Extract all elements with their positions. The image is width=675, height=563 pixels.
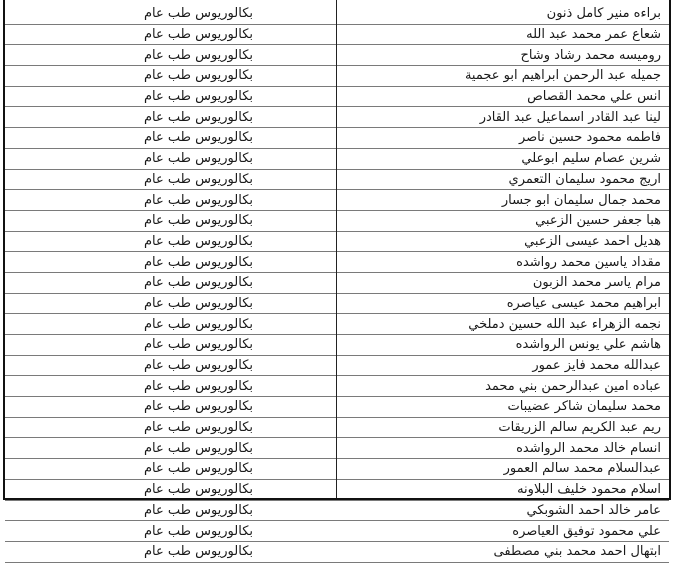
table-row bbox=[5, 128, 669, 149]
degree-cell: بكالوريوس طب عام bbox=[143, 523, 253, 539]
degree-cell: بكالوريوس طب عام bbox=[143, 171, 253, 187]
student-name-cell: ابتهال احمد محمد بني مصطفى bbox=[493, 544, 661, 560]
student-name-cell: عامر خالد احمد الشوبكي bbox=[526, 502, 661, 518]
degree-cell: بكالوريوس طب عام bbox=[143, 502, 253, 518]
column-divider bbox=[336, 0, 337, 498]
table-row bbox=[5, 521, 669, 542]
table-row bbox=[5, 480, 669, 501]
student-name-cell: فاطمه محمود حسين ناصر bbox=[518, 130, 661, 146]
student-name-cell: جميله عبد الرحمن ابراهيم ابو عجمية bbox=[464, 68, 661, 84]
degree-cell: بكالوريوس طب عام bbox=[143, 27, 253, 43]
student-name-cell: شرين عصام سليم ابوعلي bbox=[521, 151, 661, 167]
table-row bbox=[5, 190, 669, 211]
table-row bbox=[5, 438, 669, 459]
student-name-cell: عبدالسلام محمد سالم العمور bbox=[503, 461, 661, 477]
student-name-cell: هبا جعفر حسين الزعبي bbox=[535, 213, 661, 229]
table-row bbox=[5, 170, 669, 191]
student-name-cell: محمد سليمان شاكر عضيبات bbox=[507, 399, 661, 415]
table-row bbox=[5, 4, 669, 25]
table-row bbox=[5, 211, 669, 232]
student-name-cell: عباده امين عبدالرحمن بني محمد bbox=[485, 378, 661, 394]
student-name-cell: ريم عبد الكريم سالم الزريقات bbox=[498, 420, 661, 436]
table-row bbox=[5, 335, 669, 356]
table-row bbox=[5, 25, 669, 46]
student-name-cell: نجمه الزهراء عبد الله حسين دملخي bbox=[468, 316, 661, 332]
degree-cell: بكالوريوس طب عام bbox=[143, 254, 253, 270]
degree-cell: بكالوريوس طب عام bbox=[143, 420, 253, 436]
table-row bbox=[5, 252, 669, 273]
degree-cell: بكالوريوس طب عام bbox=[143, 399, 253, 415]
degree-cell: بكالوريوس طب عام bbox=[143, 213, 253, 229]
degree-cell: بكالوريوس طب عام bbox=[143, 130, 253, 146]
degree-cell: بكالوريوس طب عام bbox=[143, 68, 253, 84]
student-name-cell: ابراهيم محمد عيسى عياصره bbox=[506, 295, 661, 311]
degree-cell: بكالوريوس طب عام bbox=[143, 378, 253, 394]
table-row bbox=[5, 356, 669, 377]
table-row bbox=[5, 542, 669, 563]
degree-cell: بكالوريوس طب عام bbox=[143, 316, 253, 332]
degree-cell: بكالوريوس طب عام bbox=[143, 89, 253, 105]
student-name-cell: اسلام محمود خليف البلاونه bbox=[517, 482, 661, 498]
degree-cell: بكالوريوس طب عام bbox=[143, 6, 253, 22]
degree-cell: بكالوريوس طب عام bbox=[143, 151, 253, 167]
student-name-cell: روميسه محمد رشاد وشاح bbox=[520, 47, 661, 63]
degree-cell: بكالوريوس طب عام bbox=[143, 482, 253, 498]
table-row bbox=[5, 45, 669, 66]
degree-cell: بكالوريوس طب عام bbox=[143, 544, 253, 560]
degree-cell: بكالوريوس طب عام bbox=[143, 440, 253, 456]
table-row bbox=[5, 107, 669, 128]
student-name-cell: مرام ياسر محمد الزبون bbox=[532, 275, 661, 291]
table-body bbox=[5, 4, 669, 563]
degree-cell: بكالوريوس طب عام bbox=[143, 275, 253, 291]
student-name-cell: محمد جمال سليمان ابو جسار bbox=[501, 192, 661, 208]
student-name-cell: مقداد ياسين محمد رواشده bbox=[516, 254, 661, 270]
student-name-cell: علي محمود توفيق العياصره bbox=[512, 523, 661, 539]
table-row bbox=[5, 397, 669, 418]
degree-cell: بكالوريوس طب عام bbox=[143, 337, 253, 353]
table-row bbox=[5, 459, 669, 480]
table-row bbox=[5, 149, 669, 170]
degree-cell: بكالوريوس طب عام bbox=[143, 192, 253, 208]
student-name-cell: انس علي محمد القصاص bbox=[527, 89, 661, 105]
student-name-cell: لينا عبد القادر اسماعيل عبد القادر bbox=[479, 109, 661, 125]
table-row bbox=[5, 232, 669, 253]
table-row bbox=[5, 87, 669, 108]
table-row bbox=[5, 66, 669, 87]
student-name-cell: براءه منير كامل ذنون bbox=[546, 6, 661, 22]
degree-cell: بكالوريوس طب عام bbox=[143, 109, 253, 125]
degree-cell: بكالوريوس طب عام bbox=[143, 47, 253, 63]
student-name-cell: هديل احمد عيسى الزعبي bbox=[524, 233, 661, 249]
degree-cell: بكالوريوس طب عام bbox=[143, 358, 253, 374]
degree-cell: بكالوريوس طب عام bbox=[143, 461, 253, 477]
student-name-cell: هاشم علي يونس الرواشده bbox=[515, 337, 661, 353]
degree-cell: بكالوريوس طب عام bbox=[143, 295, 253, 311]
table-row bbox=[5, 418, 669, 439]
degree-cell: بكالوريوس طب عام bbox=[143, 233, 253, 249]
table-row bbox=[5, 376, 669, 397]
student-name-cell: شعاع عمر محمد عبد الله bbox=[526, 27, 661, 43]
student-name-cell: انسام خالد محمد الرواشده bbox=[516, 440, 661, 456]
graduates-table bbox=[3, 0, 671, 560]
table-row bbox=[5, 273, 669, 294]
table-row bbox=[5, 501, 669, 522]
student-name-cell: اريج محمود سليمان التعمري bbox=[508, 171, 661, 187]
table-row bbox=[5, 294, 669, 315]
table-row bbox=[5, 314, 669, 335]
student-name-cell: عبدالله محمد فايز عمور bbox=[532, 358, 661, 374]
